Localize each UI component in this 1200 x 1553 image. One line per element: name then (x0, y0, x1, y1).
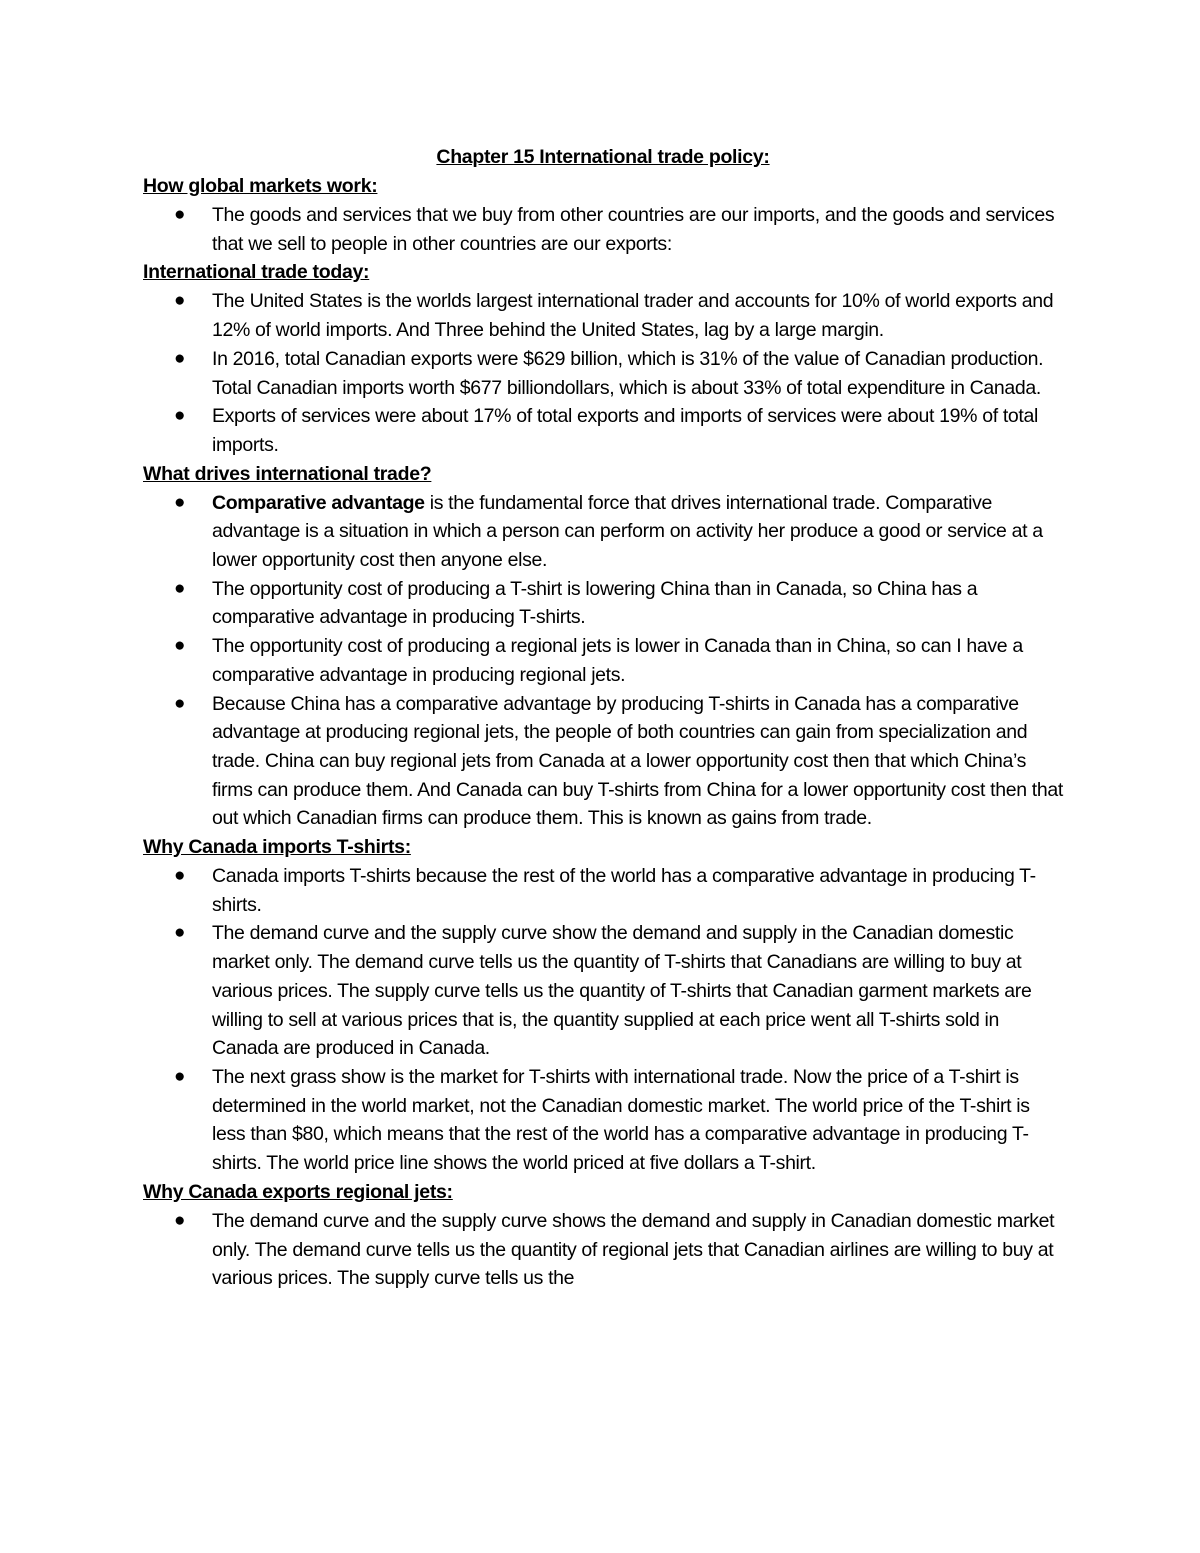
bullet-icon: ● (174, 922, 186, 944)
section-heading: How global markets work: (143, 175, 378, 197)
list-item (143, 345, 1063, 402)
sections-container (143, 172, 1063, 1293)
bullet-list (143, 201, 1063, 258)
bullet-icon: ● (174, 577, 186, 599)
key-term: Comparative advantage (212, 491, 425, 514)
bullet-icon: ● (174, 405, 186, 427)
list-item (143, 575, 1063, 632)
bullet-icon: ● (174, 635, 186, 657)
list-item-text: The demand curve and the supply curve shows the demand and supply in Canadian domestic market only. The demand curve tells us the quantity of regional jets that Canadian airlines are willing to buy at various prices. The supply curve tells us the (212, 1209, 1055, 1290)
list-item (143, 919, 1063, 1063)
list-item-text: is the fundamental force that drives international trade. Comparative advantage is a situation in which a person can perform on activity her produce a good or service at a lower opportunity cost then anyone else. (212, 491, 1043, 572)
list-item (143, 489, 1063, 575)
list-item (143, 632, 1063, 689)
bullet-icon: ● (174, 491, 186, 513)
list-item-text: The next grass show is the market for T-shirts with international trade. Now the price of a T-shirt is determined in the world market, not the Canadian domestic market. The world price of the T-shirt is less than $80, which means that the rest of the world has a comparative advantage in producing T-shirts. The world price line shows the world priced at five dollars a T-shirt. (212, 1065, 1030, 1175)
section-heading: International trade today: (143, 261, 370, 284)
list-item-text: The goods and services that we buy from other countries are our imports, and the goods and services that we sell to people in other countries are our exports: (212, 204, 1055, 255)
list-item-text: The opportunity cost of producing a regional jets is lower in Canada than in China, so can I have a comparative advantage in producing regional jets. (212, 635, 1023, 686)
bullet-icon: ● (174, 204, 186, 225)
bullet-icon: ● (174, 1065, 186, 1087)
bullet-icon: ● (174, 865, 186, 887)
list-item-text: Exports of services were about 17% of total exports and imports of services were about 19% of total imports. (212, 405, 1038, 456)
list-item-text: The opportunity cost of producing a T-shirt is lowering China than in Canada, so China has a comparative advantage in producing T-shirts. (212, 577, 978, 629)
section-heading: What drives international trade? (143, 462, 432, 485)
list-item-text: Because China has a comparative advantage by producing T-shirts in Canada has a comparative advantage at producing regional jets, the people of both countries can gain from specialization and trade. China can buy regional jets from Canada at a lower opportunity cost then that which China’s firms can produce them. And Canada can buy T-shirts from China for a lower opportunity cost then that out which Canadian firms can produce them. This is known as gains from trade. (212, 692, 1063, 830)
list-item (143, 1063, 1063, 1178)
list-item-text: In 2016, total Canadian exports were $629 billion, which is 31% of the value of Canadian production. Total Canadian imports worth $677 billiondollars, which is about 33% of total expenditure in Canada. (212, 347, 1044, 399)
page-title: Chapter 15 International trade policy: (436, 146, 770, 168)
bullet-list (143, 1207, 1063, 1293)
bullet-list (143, 489, 1063, 833)
section-heading: Why Canada imports T-shirts: (143, 836, 411, 859)
bullet-icon: ● (174, 1209, 186, 1231)
bullet-icon: ● (174, 692, 186, 714)
list-item (143, 690, 1063, 834)
bullet-list (143, 287, 1063, 459)
list-item (143, 201, 1063, 258)
bullet-list (143, 862, 1063, 1178)
list-item (143, 1207, 1063, 1293)
list-item-text: The demand curve and the supply curve show the demand and supply in the Canadian domestic market only. The demand curve tells us the quantity of T-shirts that Canadians are willing to buy at various prices. The supply curve tells us the quantity of T-shirts that Canadian garment markets are willing to sell at various prices that is, the quantity supplied at each price went all T-shirts sold in Canada are produced in Canada. (212, 922, 1032, 1060)
list-item-text: The United States is the worlds largest international trader and accounts for 10% of world exports and 12% of world imports. And Three behind the United States, lag by a large margin. (212, 290, 1054, 342)
bullet-icon: ● (174, 347, 186, 369)
bullet-icon: ● (174, 290, 186, 312)
list-item-text: Canada imports T-shirts because the rest of the world has a comparative advantage in producing T-shirts. (212, 865, 1036, 916)
document-body (143, 143, 1063, 1293)
list-item (143, 287, 1063, 344)
section-heading: Why Canada exports regional jets: (143, 1180, 453, 1203)
list-item (143, 402, 1063, 459)
list-item (143, 862, 1063, 919)
